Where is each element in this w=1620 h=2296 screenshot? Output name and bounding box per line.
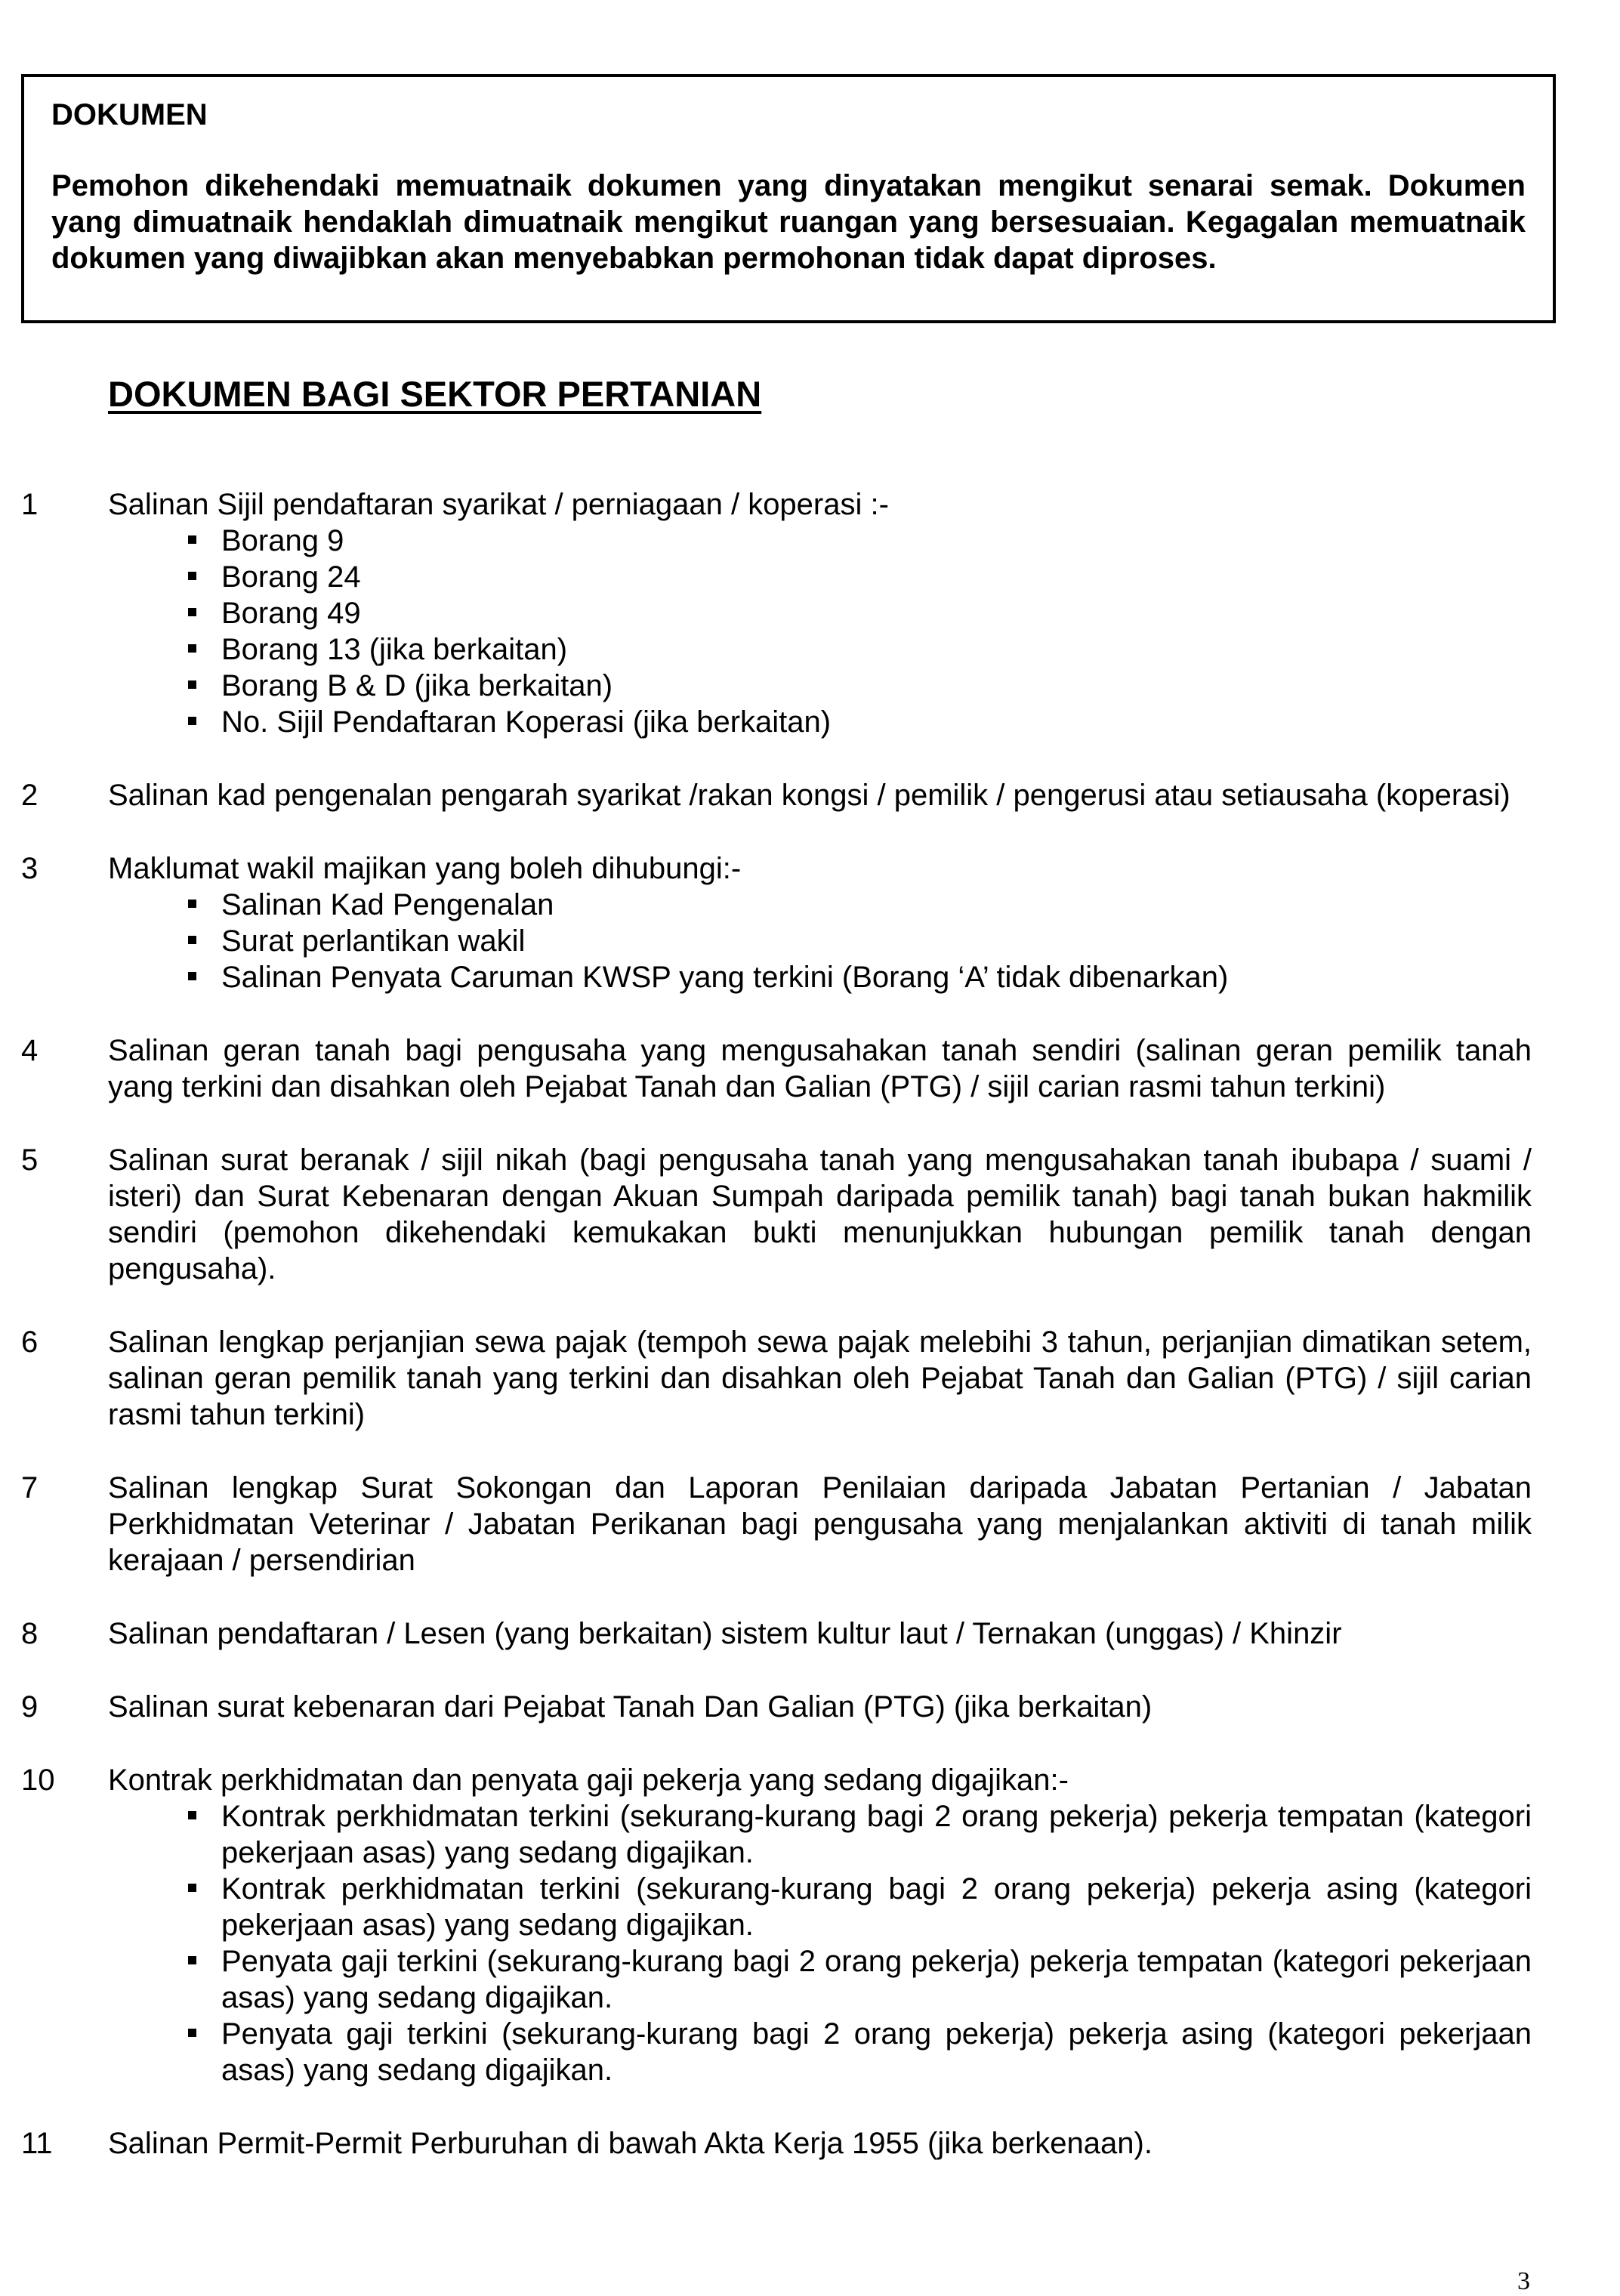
sub-item bbox=[108, 887, 1532, 923]
square-bullet-icon bbox=[188, 680, 196, 689]
checklist-item bbox=[21, 1689, 1532, 1725]
checklist-item bbox=[21, 2125, 1532, 2162]
item-text: Salinan geran tanah bagi pengusaha yang mengusahakan tanah sendiri (salinan geran pemilik tanah yang terkini dan disahkan oleh Pejabat Tanah dan Galian (PTG) / sijil carian rasmi tahun terkini) bbox=[108, 1034, 1532, 1103]
item-number: 5 bbox=[21, 1143, 39, 1177]
item-text: Maklumat wakil majikan yang boleh dihubungi:- bbox=[108, 852, 742, 885]
item-number: 2 bbox=[21, 779, 39, 812]
sub-item bbox=[108, 1943, 1532, 2016]
item-number: 9 bbox=[21, 1690, 39, 1724]
square-bullet-icon bbox=[188, 644, 196, 653]
square-bullet-icon bbox=[188, 572, 196, 580]
sub-item-text: No. Sijil Pendaftaran Koperasi (jika berkaitan) bbox=[221, 705, 832, 739]
sub-item bbox=[108, 523, 1532, 559]
square-bullet-icon bbox=[188, 936, 196, 944]
square-bullet-icon bbox=[188, 2029, 196, 2037]
square-bullet-icon bbox=[188, 972, 196, 980]
sub-item-text: Borang B & D (jika berkaitan) bbox=[221, 669, 613, 702]
checklist-item bbox=[21, 850, 1532, 995]
item-number: 11 bbox=[21, 2127, 53, 2160]
notice-box bbox=[21, 74, 1556, 323]
sub-item bbox=[108, 595, 1532, 631]
sub-item-list bbox=[108, 1798, 1532, 2088]
sub-item bbox=[108, 704, 1532, 740]
item-number: 7 bbox=[21, 1471, 39, 1504]
square-bullet-icon bbox=[188, 535, 196, 544]
sub-item bbox=[108, 631, 1532, 668]
sub-item-text: Surat perlantikan wakil bbox=[221, 924, 526, 958]
checklist-item bbox=[21, 1470, 1532, 1578]
square-bullet-icon bbox=[188, 1956, 196, 1964]
checklist-item bbox=[21, 486, 1532, 740]
notice-title: DOKUMEN bbox=[51, 98, 208, 131]
item-text: Kontrak perkhidmatan dan penyata gaji pekerja yang sedang digajikan:- bbox=[108, 1764, 1069, 1797]
sub-item bbox=[108, 559, 1532, 595]
document-checklist bbox=[21, 486, 1532, 2199]
item-number: 10 bbox=[21, 1764, 55, 1797]
checklist-item bbox=[21, 1142, 1532, 1287]
sub-item-text: Borang 13 (jika berkaitan) bbox=[221, 633, 568, 666]
square-bullet-icon bbox=[188, 717, 196, 725]
item-number: 8 bbox=[21, 1617, 39, 1650]
sub-item-text: Salinan Penyata Caruman KWSP yang terkini (Borang ‘A’ tidak dibenarkan) bbox=[221, 961, 1229, 994]
item-text: Salinan Permit-Permit Perburuhan di bawah Akta Kerja 1955 (jika berkenaan). bbox=[108, 2127, 1153, 2160]
sub-item-text: Borang 24 bbox=[221, 560, 361, 594]
sub-item-text: Salinan Kad Pengenalan bbox=[221, 888, 554, 921]
item-text: Salinan pendaftaran / Lesen (yang berkaitan) sistem kultur laut / Ternakan (unggas) / Khinzir bbox=[108, 1617, 1342, 1650]
sub-item-text: Kontrak perkhidmatan terkini (sekurang-kurang bagi 2 orang pekerja) pekerja asing (kategori pekerjaan asas) yang sedang digajikan. bbox=[221, 1872, 1532, 1942]
sub-item-list bbox=[108, 523, 1532, 740]
sub-item-text: Borang 49 bbox=[221, 597, 361, 630]
square-bullet-icon bbox=[188, 900, 196, 908]
item-text: Salinan kad pengenalan pengarah syarikat /rakan kongsi / pemilik / pengerusi atau setiausaha (koperasi) bbox=[108, 779, 1510, 812]
sub-item bbox=[108, 2016, 1532, 2088]
sub-item bbox=[108, 923, 1532, 959]
square-bullet-icon bbox=[188, 1884, 196, 1892]
page-number: 3 bbox=[1517, 2267, 1530, 2295]
item-text: Salinan surat kebenaran dari Pejabat Tanah Dan Galian (PTG) (jika berkaitan) bbox=[108, 1690, 1153, 1724]
checklist-item bbox=[21, 1324, 1532, 1433]
square-bullet-icon bbox=[188, 608, 196, 616]
section-heading: DOKUMEN BAGI SEKTOR PERTANIAN bbox=[108, 374, 762, 414]
notice-body: Pemohon dikehendaki memuatnaik dokumen yang dinyatakan mengikut senarai semak. Dokumen yang dimuatnaik hendaklah dimuatnaik mengikut ruangan yang bersesuaian. Kegagalan memuatnaik dokumen yang diwajibkan akan menyebabkan permohonan tidak dapat diproses. bbox=[51, 169, 1526, 275]
checklist-item bbox=[21, 1616, 1532, 1652]
sub-item-list bbox=[108, 887, 1532, 995]
item-number: 6 bbox=[21, 1325, 39, 1359]
sub-item-text: Kontrak perkhidmatan terkini (sekurang-kurang bagi 2 orang pekerja) pekerja tempatan (kategori pekerjaan asas) yang sedang digajikan. bbox=[221, 1800, 1532, 1869]
item-text: Salinan surat beranak / sijil nikah (bagi pengusaha tanah yang mengusahakan tanah ibubapa / suami / isteri) dan Surat Kebenaran dengan Akuan Sumpah daripada pemilik tanah) bagi tanah bukan hakmilik sendiri (pemohon dikehendaki kemukakan bukti menunjukkan hubungan pemilik tanah dengan pengusaha). bbox=[108, 1143, 1532, 1285]
sub-item-text: Penyata gaji terkini (sekurang-kurang bagi 2 orang pekerja) pekerja asing (kategori pekerjaan asas) yang sedang digajikan. bbox=[221, 2017, 1532, 2087]
square-bullet-icon bbox=[188, 1811, 196, 1819]
item-text: Salinan Sijil pendaftaran syarikat / perniagaan / koperasi :- bbox=[108, 488, 889, 521]
sub-item-text: Penyata gaji terkini (sekurang-kurang bagi 2 orang pekerja) pekerja tempatan (kategori pekerjaan asas) yang sedang digajikan. bbox=[221, 1945, 1532, 2014]
sub-item bbox=[108, 959, 1532, 995]
checklist-item bbox=[21, 1032, 1532, 1105]
item-number: 1 bbox=[21, 488, 39, 521]
item-number: 4 bbox=[21, 1034, 39, 1067]
sub-item-text: Borang 9 bbox=[221, 524, 344, 557]
sub-item bbox=[108, 1871, 1532, 1943]
checklist-item bbox=[21, 1762, 1532, 2088]
item-text: Salinan lengkap perjanjian sewa pajak (tempoh sewa pajak melebihi 3 tahun, perjanjian dimatikan setem, salinan geran pemilik tanah yang terkini dan disahkan oleh Pejabat Tanah dan Galian (PTG) / sijil carian rasmi tahun terkini) bbox=[108, 1325, 1532, 1431]
item-text: Salinan lengkap Surat Sokongan dan Laporan Penilaian daripada Jabatan Pertanian / Jabatan Perkhidmatan Veterinar / Jabatan Perikanan bagi pengusaha yang menjalankan aktiviti di tanah milik kerajaan / persendirian bbox=[108, 1471, 1532, 1577]
checklist-item bbox=[21, 777, 1532, 813]
sub-item bbox=[108, 1798, 1532, 1871]
item-number: 3 bbox=[21, 852, 39, 885]
sub-item bbox=[108, 668, 1532, 704]
